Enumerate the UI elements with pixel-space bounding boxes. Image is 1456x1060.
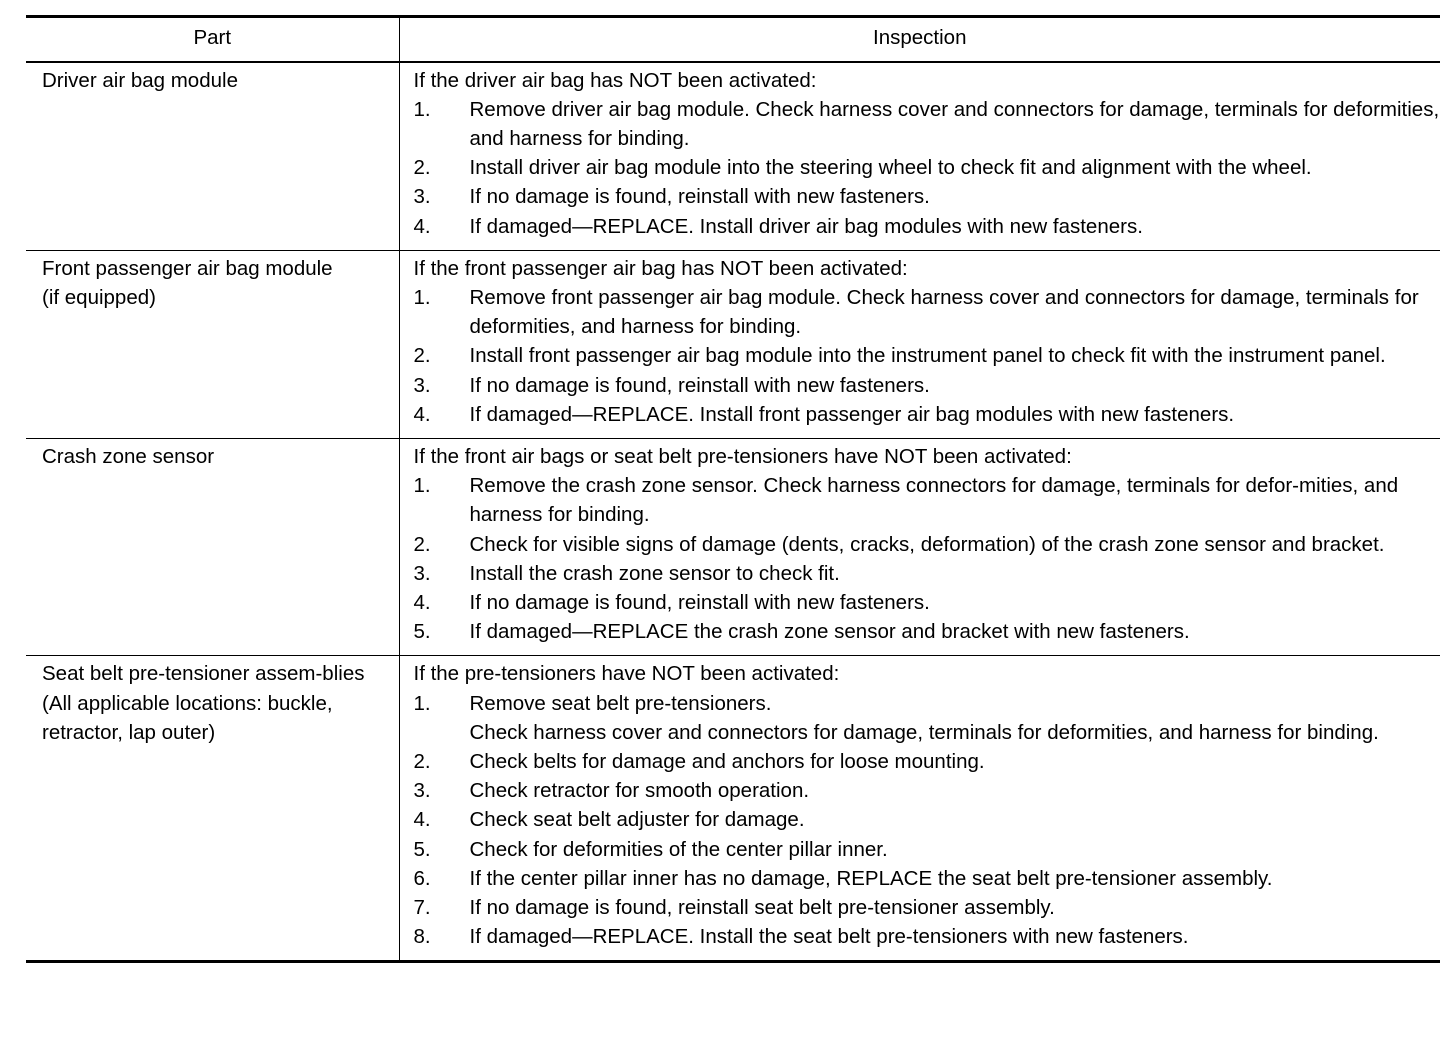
table-row [26,62,1440,251]
step-list [414,95,1441,241]
step-list [414,689,1441,952]
step-item [414,530,1441,559]
step-text-continued: Check harness cover and connectors for damage, terminals for deformities, and harness for binding. [469,720,1379,744]
step-number: 3. [413,561,431,585]
header-row [26,17,1440,62]
step-text: Install driver air bag module into the steering wheel to check fit and alignment with the wheel. [469,156,1312,180]
step-item [414,471,1441,529]
step-item [414,805,1441,834]
step-number: 2. [413,749,431,773]
inspection-cell [399,438,1440,655]
step-text-block [470,283,1441,341]
step-item [414,182,1441,211]
step-number: 5. [413,837,431,861]
step-text-block [470,893,1441,922]
step-number: 4. [413,590,431,614]
step-text-block [470,95,1441,153]
step-number: 4. [413,214,431,238]
step-text-block [470,371,1441,400]
step-item [414,588,1441,617]
step-text: If damaged—REPLACE. Install front passenger air bag modules with new fasteners. [469,402,1235,426]
step-text-block [470,153,1441,182]
part-cell [26,438,399,655]
step-text-block [470,212,1441,241]
step-number: 3. [413,185,431,209]
step-item [414,835,1441,864]
part-cell [26,656,399,962]
step-text: Check seat belt adjuster for damage. [469,808,805,832]
step-text: If no damage is found, reinstall seat belt pre-tensioner assembly. [469,895,1055,919]
step-text-block [470,400,1441,429]
step-text: If no damage is found, reinstall with new fasteners. [469,185,930,209]
inspection-cell [399,62,1440,251]
table-header [26,17,1440,62]
part-cell [26,62,399,251]
step-item [414,922,1441,951]
step-item [414,95,1441,153]
step-text: Check for deformities of the center pillar inner. [469,837,888,861]
step-item [414,212,1441,241]
step-text-block [470,559,1441,588]
step-number: 8. [413,925,431,949]
step-number: 2. [413,532,431,556]
step-text-block [470,864,1441,893]
step-text: If the center pillar inner has no damage, REPLACE the seat belt pre-tensioner assembly. [469,866,1273,890]
step-text: If no damage is found, reinstall with new fasteners. [469,373,930,397]
part-name: Driver air bag module [42,68,238,92]
step-number: 6. [413,866,431,890]
inspection-cell [399,250,1440,438]
step-text-block [470,747,1441,776]
step-item [414,283,1441,341]
inspection-table [26,15,1440,963]
step-list [414,283,1441,429]
step-text-block [470,689,1441,747]
step-text: Remove driver air bag module. Check harness cover and connectors for damage, terminals for deformities, and harness for binding. [469,97,1440,150]
inspection-intro: If the pre-tensioners have NOT been activated: [413,662,840,686]
part-name: (if equipped) [42,285,156,309]
step-number: 1. [413,97,431,121]
step-text-block [470,922,1441,951]
step-text: Check for visible signs of damage (dents, cracks, deformation) of the crash zone sensor and bracket. [469,532,1385,556]
step-item [414,559,1441,588]
step-text-block [470,471,1441,529]
step-item [414,400,1441,429]
step-item [414,864,1441,893]
part-name: (All applicable locations: buckle, retractor, lap outer) [42,691,333,744]
step-text: Install the crash zone sensor to check fit. [469,561,840,585]
header-inspection: Inspection [399,17,1440,62]
step-number: 1. [413,285,431,309]
step-number: 4. [413,402,431,426]
step-text: If damaged—REPLACE. Install the seat belt pre-tensioners with new fasteners. [469,925,1189,949]
step-text-block [470,776,1441,805]
step-number: 1. [413,691,431,715]
table-row [26,656,1440,962]
step-number: 3. [413,779,431,803]
step-item [414,617,1441,646]
step-text: Check belts for damage and anchors for loose mounting. [469,749,985,773]
step-item [414,153,1441,182]
step-item [414,893,1441,922]
table-row [26,438,1440,655]
step-text: If damaged—REPLACE. Install driver air bag modules with new fasteners. [469,214,1143,238]
step-number: 5. [413,620,431,644]
step-item [414,371,1441,400]
step-text-block [470,341,1441,370]
step-text-block [470,182,1441,211]
step-text: If no damage is found, reinstall with new fasteners. [469,590,930,614]
step-item [414,747,1441,776]
step-text-block [470,588,1441,617]
step-text: Remove the crash zone sensor. Check harness connectors for damage, terminals for defor-mities, and harness for binding. [469,474,1399,527]
inspection-intro: If the front air bags or seat belt pre-tensioners have NOT been activated: [413,444,1072,468]
step-item [414,689,1441,747]
part-name: Seat belt pre-tensioner assem-blies [42,662,365,686]
table-row [26,250,1440,438]
table-body [26,62,1440,962]
step-text-block [470,617,1441,646]
step-number: 3. [413,373,431,397]
step-text-block [470,835,1441,864]
step-number: 1. [413,474,431,498]
step-list [414,471,1441,646]
part-cell [26,250,399,438]
inspection-cell [399,656,1440,962]
part-name: Crash zone sensor [42,444,215,468]
step-text: Remove front passenger air bag module. Check harness cover and connectors for damage, terminals for deformities, and harness for binding. [469,285,1419,339]
step-item [414,776,1441,805]
step-number: 2. [413,344,431,368]
step-text: Remove seat belt pre-tensioners. [469,691,772,715]
part-name: Front passenger air bag module [42,256,333,280]
step-text: Install front passenger air bag module into the instrument panel to check fit with the instrument panel. [469,344,1386,368]
header-part: Part [26,17,399,62]
step-text-block [470,530,1441,559]
inspection-intro: If the driver air bag has NOT been activated: [413,68,817,92]
step-number: 4. [413,808,431,832]
inspection-intro: If the front passenger air bag has NOT been activated: [413,256,908,280]
step-item [414,341,1441,370]
step-number: 7. [413,895,431,919]
step-number: 2. [413,156,431,180]
step-text: If damaged—REPLACE the crash zone sensor and bracket with new fasteners. [469,620,1190,644]
step-text: Check retractor for smooth operation. [469,779,810,803]
step-text-block [470,805,1441,834]
